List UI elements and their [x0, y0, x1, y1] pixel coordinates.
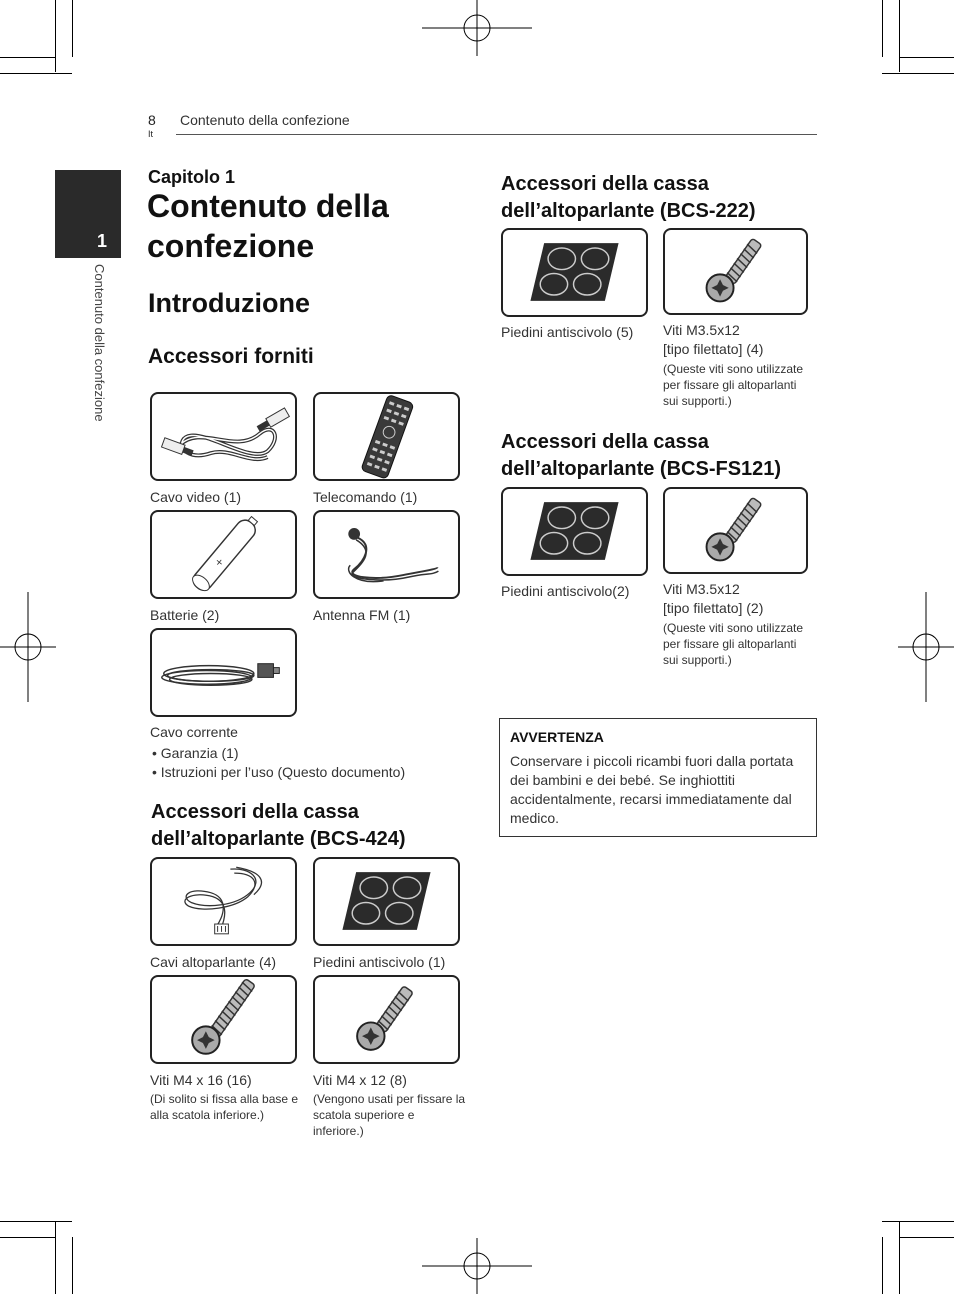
- pads-bcs424-image: [313, 857, 460, 946]
- screw-m35-bcs222-image: [663, 228, 808, 315]
- note-screw-bcsfs121: (Queste viti sono utilizzate per fissare gli altoparlanti sui supporti.): [663, 621, 804, 667]
- note-screw-m4x16: (Di solito si fissa alla base e alla scatola inferiore.): [150, 1092, 299, 1122]
- caption-pads-bcs424: Piedini antiscivolo (1): [313, 954, 446, 970]
- bullet-warranty: • Garanzia (1): [152, 745, 239, 761]
- bcsfs121-heading: Accessori della cassa dell’altoparlante (BCS-FS121): [501, 431, 782, 480]
- screw-m35-bcsfs121-image: [663, 487, 808, 574]
- chapter-tab-number: 1: [96, 231, 107, 251]
- batteries-image: [150, 510, 297, 599]
- caption-speaker-cables: Cavi altoparlante (4): [150, 954, 277, 970]
- caption-remote-control: Telecomando (1): [313, 489, 418, 505]
- bcs424-heading: Accessori della cassa dell’altoparlante (BCS-424): [151, 801, 406, 850]
- page-number: 8: [148, 112, 156, 128]
- header-rule: [176, 134, 817, 135]
- warning-text: Conservare i piccoli ricambi fuori dalla portata dei bambini e dei bebé. Se inghiottiti accidentalmente, recarsi immediatamente dal medico.: [510, 753, 794, 826]
- caption-screw-m4x12: Viti M4 x 12 (8): [313, 1072, 407, 1088]
- registration-mark-left: [0, 592, 56, 702]
- caption-screw-bcsfs121-line2: [tipo filettato] (2): [663, 600, 764, 616]
- chapter-title-line2: confezione: [147, 228, 315, 264]
- caption-batteries: Batterie (2): [150, 607, 220, 623]
- warning-box: [499, 718, 817, 837]
- note-screw-m4x12: (Vengono usati per fissare la scatola superiore e inferiore.): [313, 1092, 466, 1138]
- vertical-chapter-label: Contenuto della confezione: [92, 264, 107, 422]
- pads-bcsfs121-image: [501, 487, 648, 576]
- registration-mark-bottom: [422, 1238, 532, 1294]
- accessori-forniti-heading: Accessori forniti: [148, 345, 314, 368]
- note-screw-bcs222: (Queste viti sono utilizzate per fissare gli altoparlanti sui supporti.): [663, 362, 804, 408]
- bcs222-heading: Accessori della cassa dell’altoparlante (BCS-222): [501, 173, 756, 222]
- chapter-tab: [55, 170, 121, 258]
- language-code: It: [148, 129, 154, 139]
- video-cable-image: [150, 392, 297, 481]
- bullet-instructions: • Istruzioni per l’uso (Questo documento): [152, 764, 406, 780]
- power-cable-image: [150, 628, 297, 717]
- section-title: Introduzione: [148, 288, 310, 318]
- running-title: Contenuto della confezione: [180, 112, 350, 128]
- caption-screw-m4x16: Viti M4 x 16 (16): [150, 1072, 252, 1088]
- fm-antenna-image: [313, 510, 460, 599]
- warning-title: AVVERTENZA: [510, 729, 604, 745]
- screw-m4x12-image: [313, 975, 460, 1064]
- speaker-cables-image: [150, 857, 297, 946]
- registration-mark-right: [898, 592, 954, 702]
- caption-screw-bcs222-line2: [tipo filettato] (4): [663, 341, 764, 357]
- chapter-label: Capitolo 1: [148, 167, 236, 187]
- caption-screw-bcs222-line1: Viti M3.5x12: [663, 322, 740, 338]
- chapter-title-line1: Contenuto della: [147, 188, 389, 224]
- caption-pads-bcsfs121: Piedini antiscivolo(2): [501, 583, 630, 599]
- pads-bcs222-image: [501, 228, 648, 317]
- caption-screw-bcsfs121-line1: Viti M3.5x12: [663, 581, 740, 597]
- registration-mark-top: [422, 0, 532, 56]
- caption-fm-antenna: Antenna FM (1): [313, 607, 411, 623]
- svg-text:+: +: [212, 555, 227, 570]
- caption-power-cable: Cavo corrente: [150, 724, 238, 740]
- chapter-title: [147, 186, 389, 266]
- screw-m4x16-image: [150, 975, 297, 1064]
- caption-video-cable: Cavo video (1): [150, 489, 242, 505]
- remote-control-image: [313, 392, 460, 481]
- caption-pads-bcs222: Piedini antiscivolo (5): [501, 324, 634, 340]
